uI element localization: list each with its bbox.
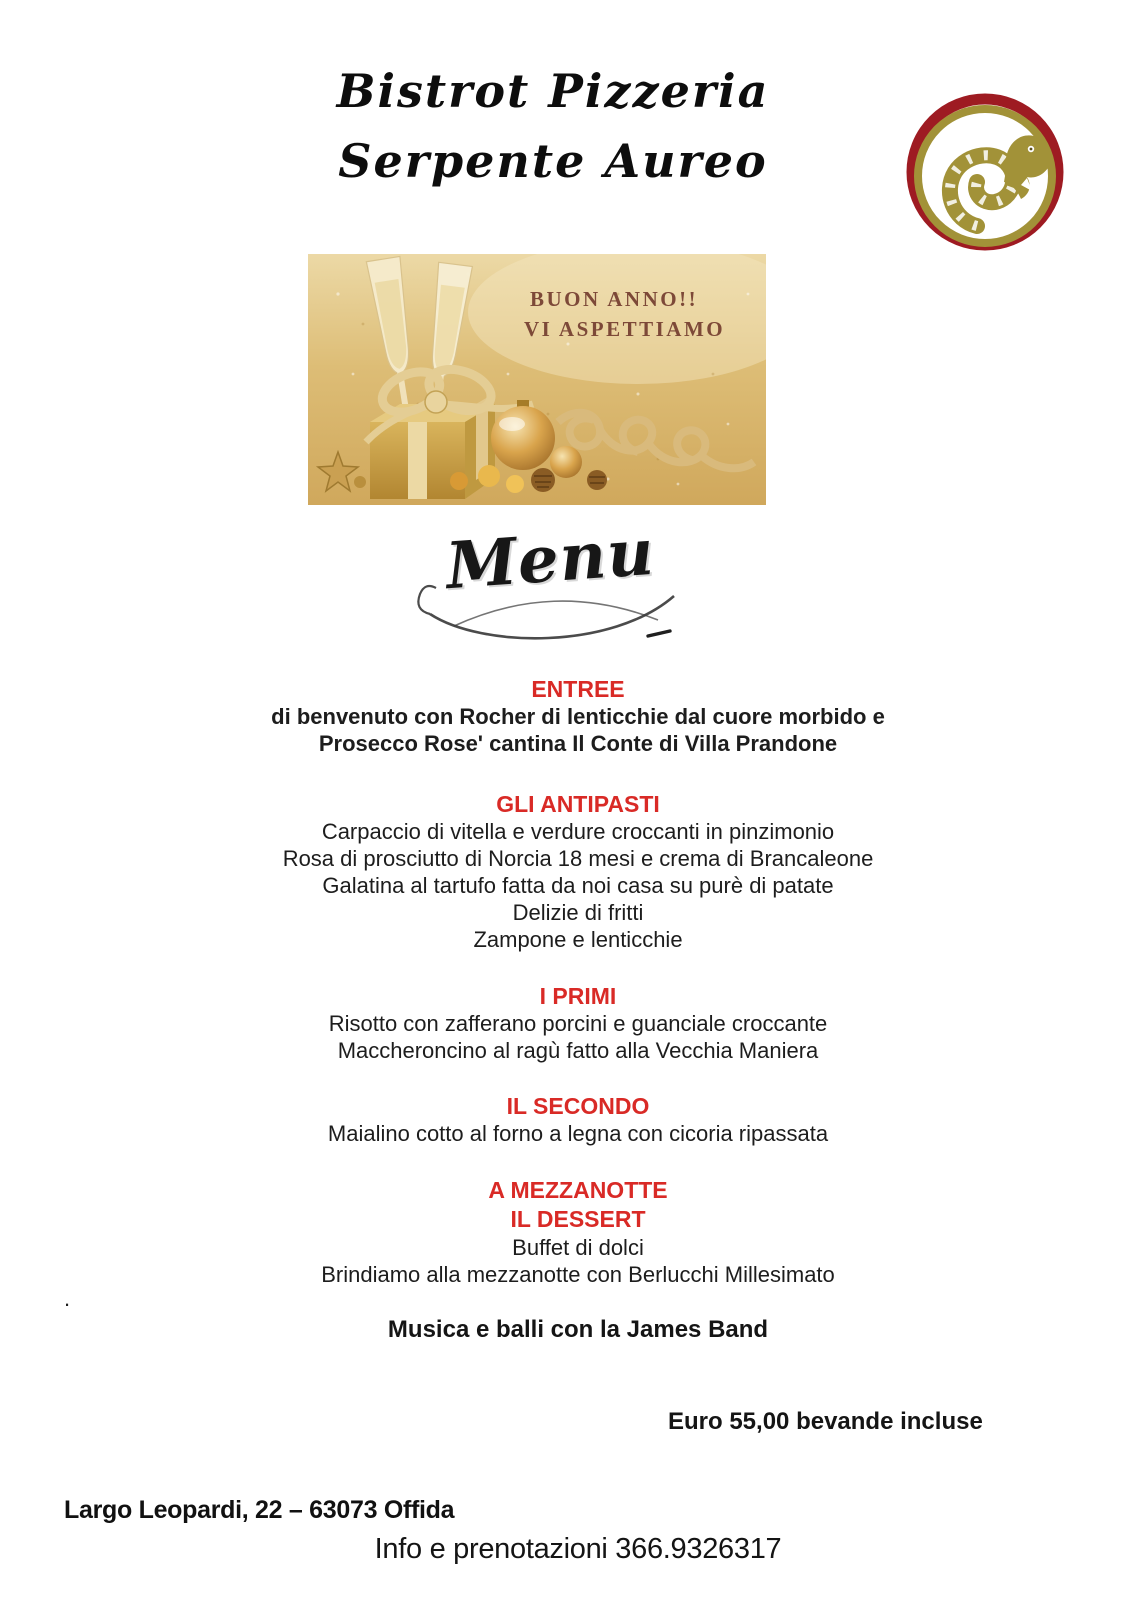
address-line: Largo Leopardi, 22 – 63073 Offida — [64, 1496, 455, 1524]
menu-item: Delizie di fritti — [512, 900, 644, 925]
price-line: Euro 55,00 bevande incluse — [668, 1408, 983, 1435]
menu-item: Galatina al tartufo fatta da noi casa su purè di patate — [322, 873, 834, 898]
bow-knot — [425, 391, 447, 413]
section-heading: A MEZZANOTTE — [488, 1177, 668, 1203]
section-secondo — [25, 1092, 1131, 1147]
banner-greeting-line2: VI ASPETTIAMO — [524, 317, 726, 341]
section-heading: I PRIMI — [539, 983, 617, 1009]
snake-logo-icon — [903, 92, 1067, 256]
menu-ornament — [420, 514, 680, 664]
menu-item: Carpaccio di vitella e verdure croccanti in pinzimonio — [321, 819, 835, 844]
new-year-banner-image — [308, 254, 766, 505]
menu-word: Menu — [443, 514, 657, 605]
menu-item: di benvenuto con Rocher di lenticchie dal cuore morbido e — [271, 704, 885, 729]
banner-svg — [308, 254, 766, 505]
menu-item: Buffet di dolci — [512, 1235, 644, 1260]
menu-item: Maialino cotto al forno a legna con cicoria ripassata — [327, 1121, 829, 1146]
menu-item: Maccheroncino al ragù fatto alla Vecchia Maniera — [337, 1038, 819, 1063]
menu-item: Risotto con zafferano porcini e guanciale croccante — [328, 1011, 828, 1036]
info-phone-line: Info e prenotazioni 366.9326317 — [374, 1533, 782, 1565]
restaurant-title-line2: Serpente Aureo — [338, 134, 768, 188]
stray-dot: . — [64, 1286, 71, 1311]
section-mezzanotte-dessert — [25, 1176, 1131, 1288]
menu-item: Prosecco Rose' cantina Il Conte di Villa Prandone — [318, 731, 838, 756]
menu-item: Rosa di prosciutto di Norcia 18 mesi e crema di Brancaleone — [282, 846, 874, 871]
section-subheading: IL DESSERT — [510, 1206, 646, 1232]
banner-greeting-line1: BUON ANNO!! — [530, 287, 699, 311]
snake-logo-svg — [903, 92, 1067, 256]
menu-item: Brindiamo alla mezzanotte con Berlucchi Millesimato — [321, 1262, 835, 1287]
section-heading: ENTREE — [531, 676, 625, 702]
music-note: Musica e balli con la James Band — [387, 1316, 769, 1343]
restaurant-title-line1: Bistrot Pizzeria — [336, 64, 770, 118]
section-entree — [25, 675, 1131, 757]
section-primi — [25, 982, 1131, 1064]
snake-pupil — [1030, 148, 1033, 151]
section-heading: IL SECONDO — [506, 1093, 650, 1119]
section-antipasti — [25, 790, 1131, 953]
menu-item: Zampone e lenticchie — [473, 927, 683, 952]
section-heading: GLI ANTIPASTI — [496, 791, 660, 817]
